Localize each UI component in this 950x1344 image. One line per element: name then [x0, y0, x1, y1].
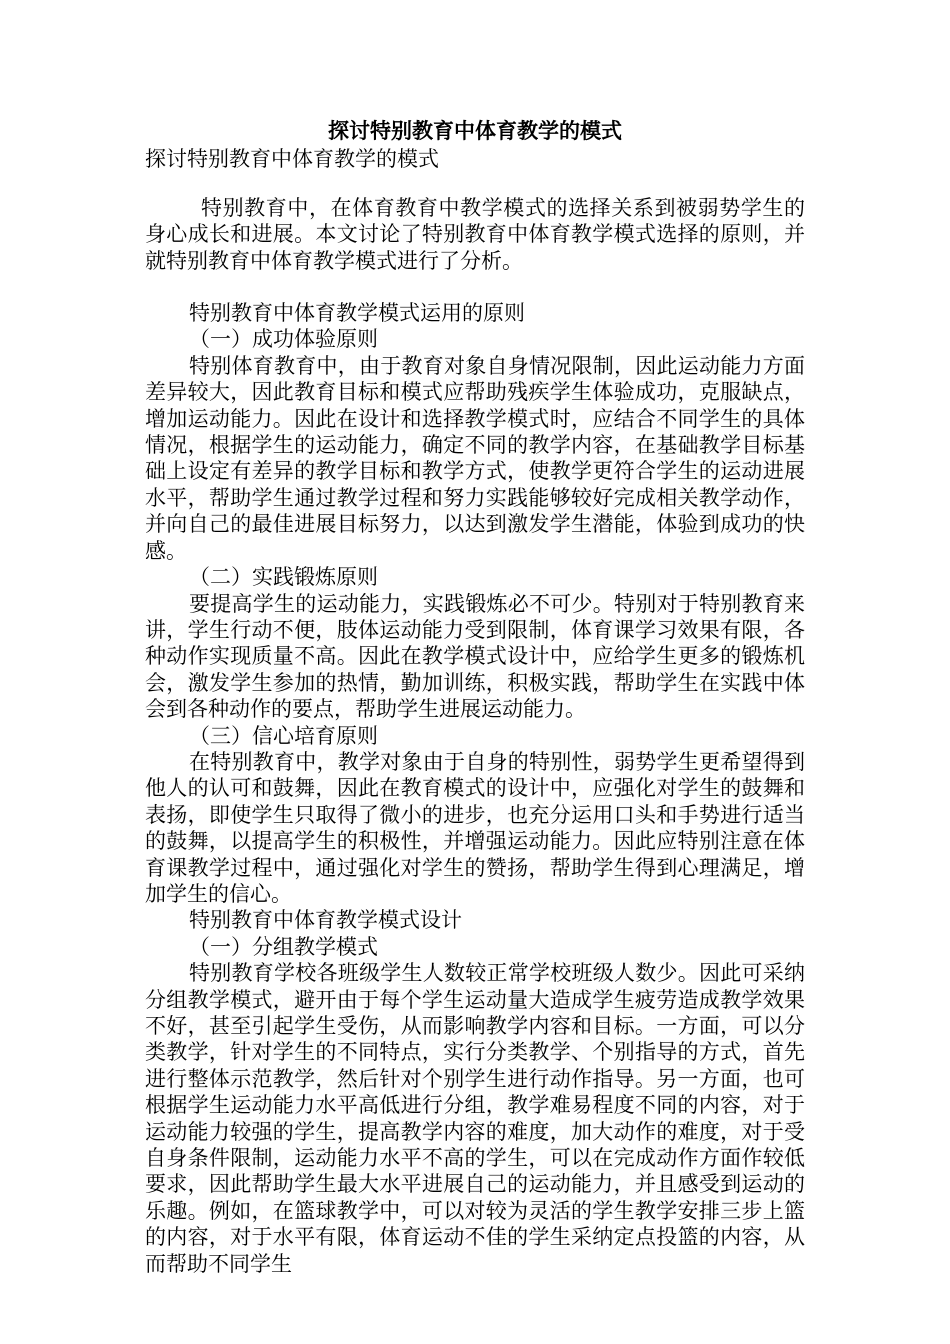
subsection-heading-practice: （二）实践锻炼原则 [189, 565, 378, 590]
subsection-heading-success: （一）成功体验原则 [189, 327, 378, 352]
section-heading-design: 特别教育中体育教学模式设计 [189, 908, 462, 933]
paragraph-group: 特别教育学校各班级学生人数较正常学校班级人数少。因此可采纳分组教学模式，避开由于每个学生运动量大造成学生疲劳造成教学效果不好，甚至引起学生受伤，从而影响教学内容和目标。一方面，可以分类教学，针对学生的不同特点，实行分类教学、个别指导的方式，首先进行整体示范教学，然后针对个别学生进行动作指导。另一方面，也可根据学生运动能力水平高低进行分组，教学难易程度不同的内容，对于运动能力较强的学生，提高教学内容的难度，加大动作的难度，对于受自身条件限制，运动能力水平不高的学生，可以在完成动作方面作较低要求，因此帮助学生最大水平进展自己的运动能力，并且感受到运动的乐趣。例如，在篮球教学中，可以对较为灵活的学生教学安排三步上篮的内容，对于水平有限，体育运动不佳的学生采纳定点投篮的内容，从而帮助不同学生 [145, 961, 805, 1276]
section-heading-principles: 特别教育中体育教学模式运用的原则 [189, 301, 525, 326]
document-subtitle: 探讨特别教育中体育教学的模式 [145, 147, 439, 172]
paragraph-practice: 要提高学生的运动能力，实践锻炼必不可少。特别对于特别教育来讲，学生行动不便，肢体运动能力受到限制，体育课学习效果有限，各种动作实现质量不高。因此在教学模式设计中，应给学生更多的锻炼机会，激发学生参加的热情，勤加训练，积极实践，帮助学生在实践中体会到各种动作的要点，帮助学生进展运动能力。 [145, 591, 805, 722]
document-page [145, 118, 805, 1277]
paragraph-confidence: 在特别教育中，教学对象由于自身的特别性，弱势学生更希望得到他人的认可和鼓舞，因此在教育模式的设计中，应强化对学生的鼓舞和表扬，即使学生只取得了微小的进步，也充分运用口头和手势进行适当的鼓舞，以提高学生的积极性，并增强运动能力。因此应特别注意在体育课教学过程中，通过强化对学生的赞扬，帮助学生得到心理满足，增加学生的信心。 [145, 749, 805, 906]
subsection-heading-confidence: （三）信心培育原则 [189, 723, 378, 748]
abstract-paragraph: 特别教育中，在体育教育中教学模式的选择关系到被弱势学生的身心成长和进展。本文讨论了特别教育中体育教学模式选择的原则，并就特别教育中体育教学模式进行了分析。 [145, 195, 805, 273]
paragraph-success: 特别体育教育中，由于教育对象自身情况限制，因此运动能力方面差异较大，因此教育目标和模式应帮助残疾学生体验成功，克服缺点，增加运动能力。因此在设计和选择教学模式时，应结合不同学生的具体情况，根据学生的运动能力，确定不同的教学内容，在基础教学目标基础上设定有差异的教学目标和教学方式，使教学更符合学生的运动进展水平，帮助学生通过教学过程和努力实践能够较好完成相关教学动作，并向自己的最佳进展目标努力，以达到激发学生潜能，体验到成功的快感。 [145, 353, 805, 563]
subsection-heading-group: （一）分组教学模式 [189, 934, 378, 959]
document-title: 探讨特别教育中体育教学的模式 [328, 118, 622, 143]
